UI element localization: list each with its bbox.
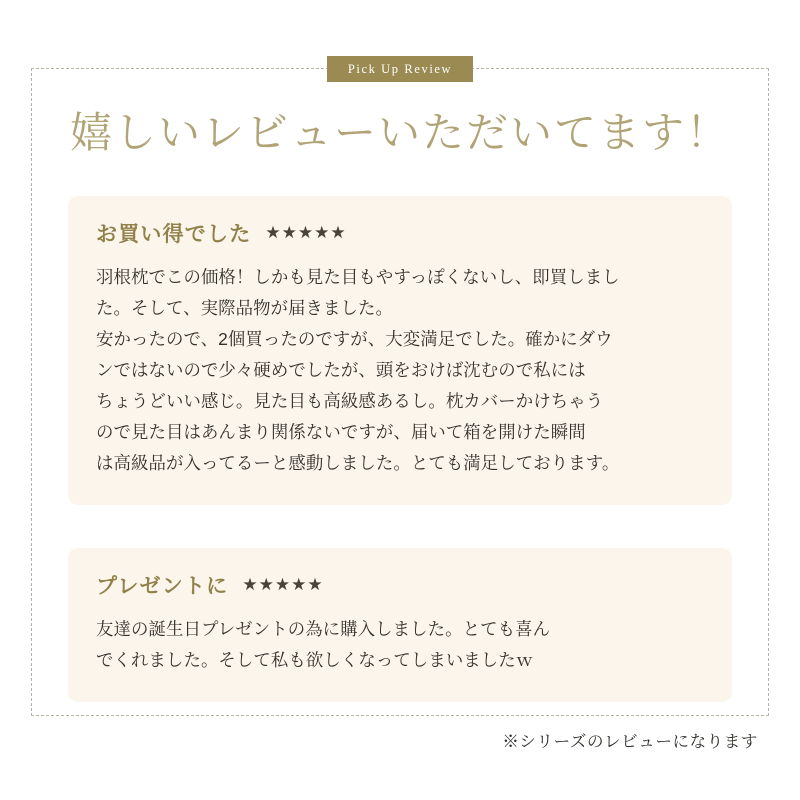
review-line: 安かったので、2個買ったのですが、大変満足でした。確かにダウ [96,328,613,349]
review-line: た。そして、実際品物が届きました。 [96,297,393,318]
review-card [68,548,732,702]
star-rating-icon: ★★★★★ [242,575,324,594]
review-line: ンではないので少々硬めでしたが、頭をおけば沈むので私には [96,359,586,380]
review-card [68,196,732,505]
review-body [96,614,704,676]
footnote: ※シリーズのレビューになります [502,733,758,751]
pickup-review-badge-label: Pick Up Review [347,61,453,76]
review-card-header [96,570,704,600]
pickup-review-badge [327,56,473,82]
review-body [96,262,704,479]
review-card-header [96,218,704,248]
review-line: ちょうどいい感じ。見た目も高級感あるし。枕カバーかけちゃう [96,390,604,411]
review-line: でくれました。そして私も欲しくなってしまいましたｗ [96,649,534,670]
review-title: プレゼントに [96,575,229,598]
review-title: お買い得でした [96,223,252,246]
star-rating-icon: ★★★★★ [265,223,347,242]
review-line: ので見た目はあんまり関係ないですが、届いて箱を開けた瞬間 [96,421,586,442]
page-title: 嬉しいレビューいただいてます！ [69,111,730,157]
review-line: 羽根枕でこの価格！しかも見た目もやすっぽくないし、即買しまし [96,267,620,287]
review-line: 友達の誕生日プレゼントの為に購入しました。とても喜ん [96,619,551,639]
review-line: は高級品が入ってるーと感動しました。とても満足しております。 [96,452,620,473]
